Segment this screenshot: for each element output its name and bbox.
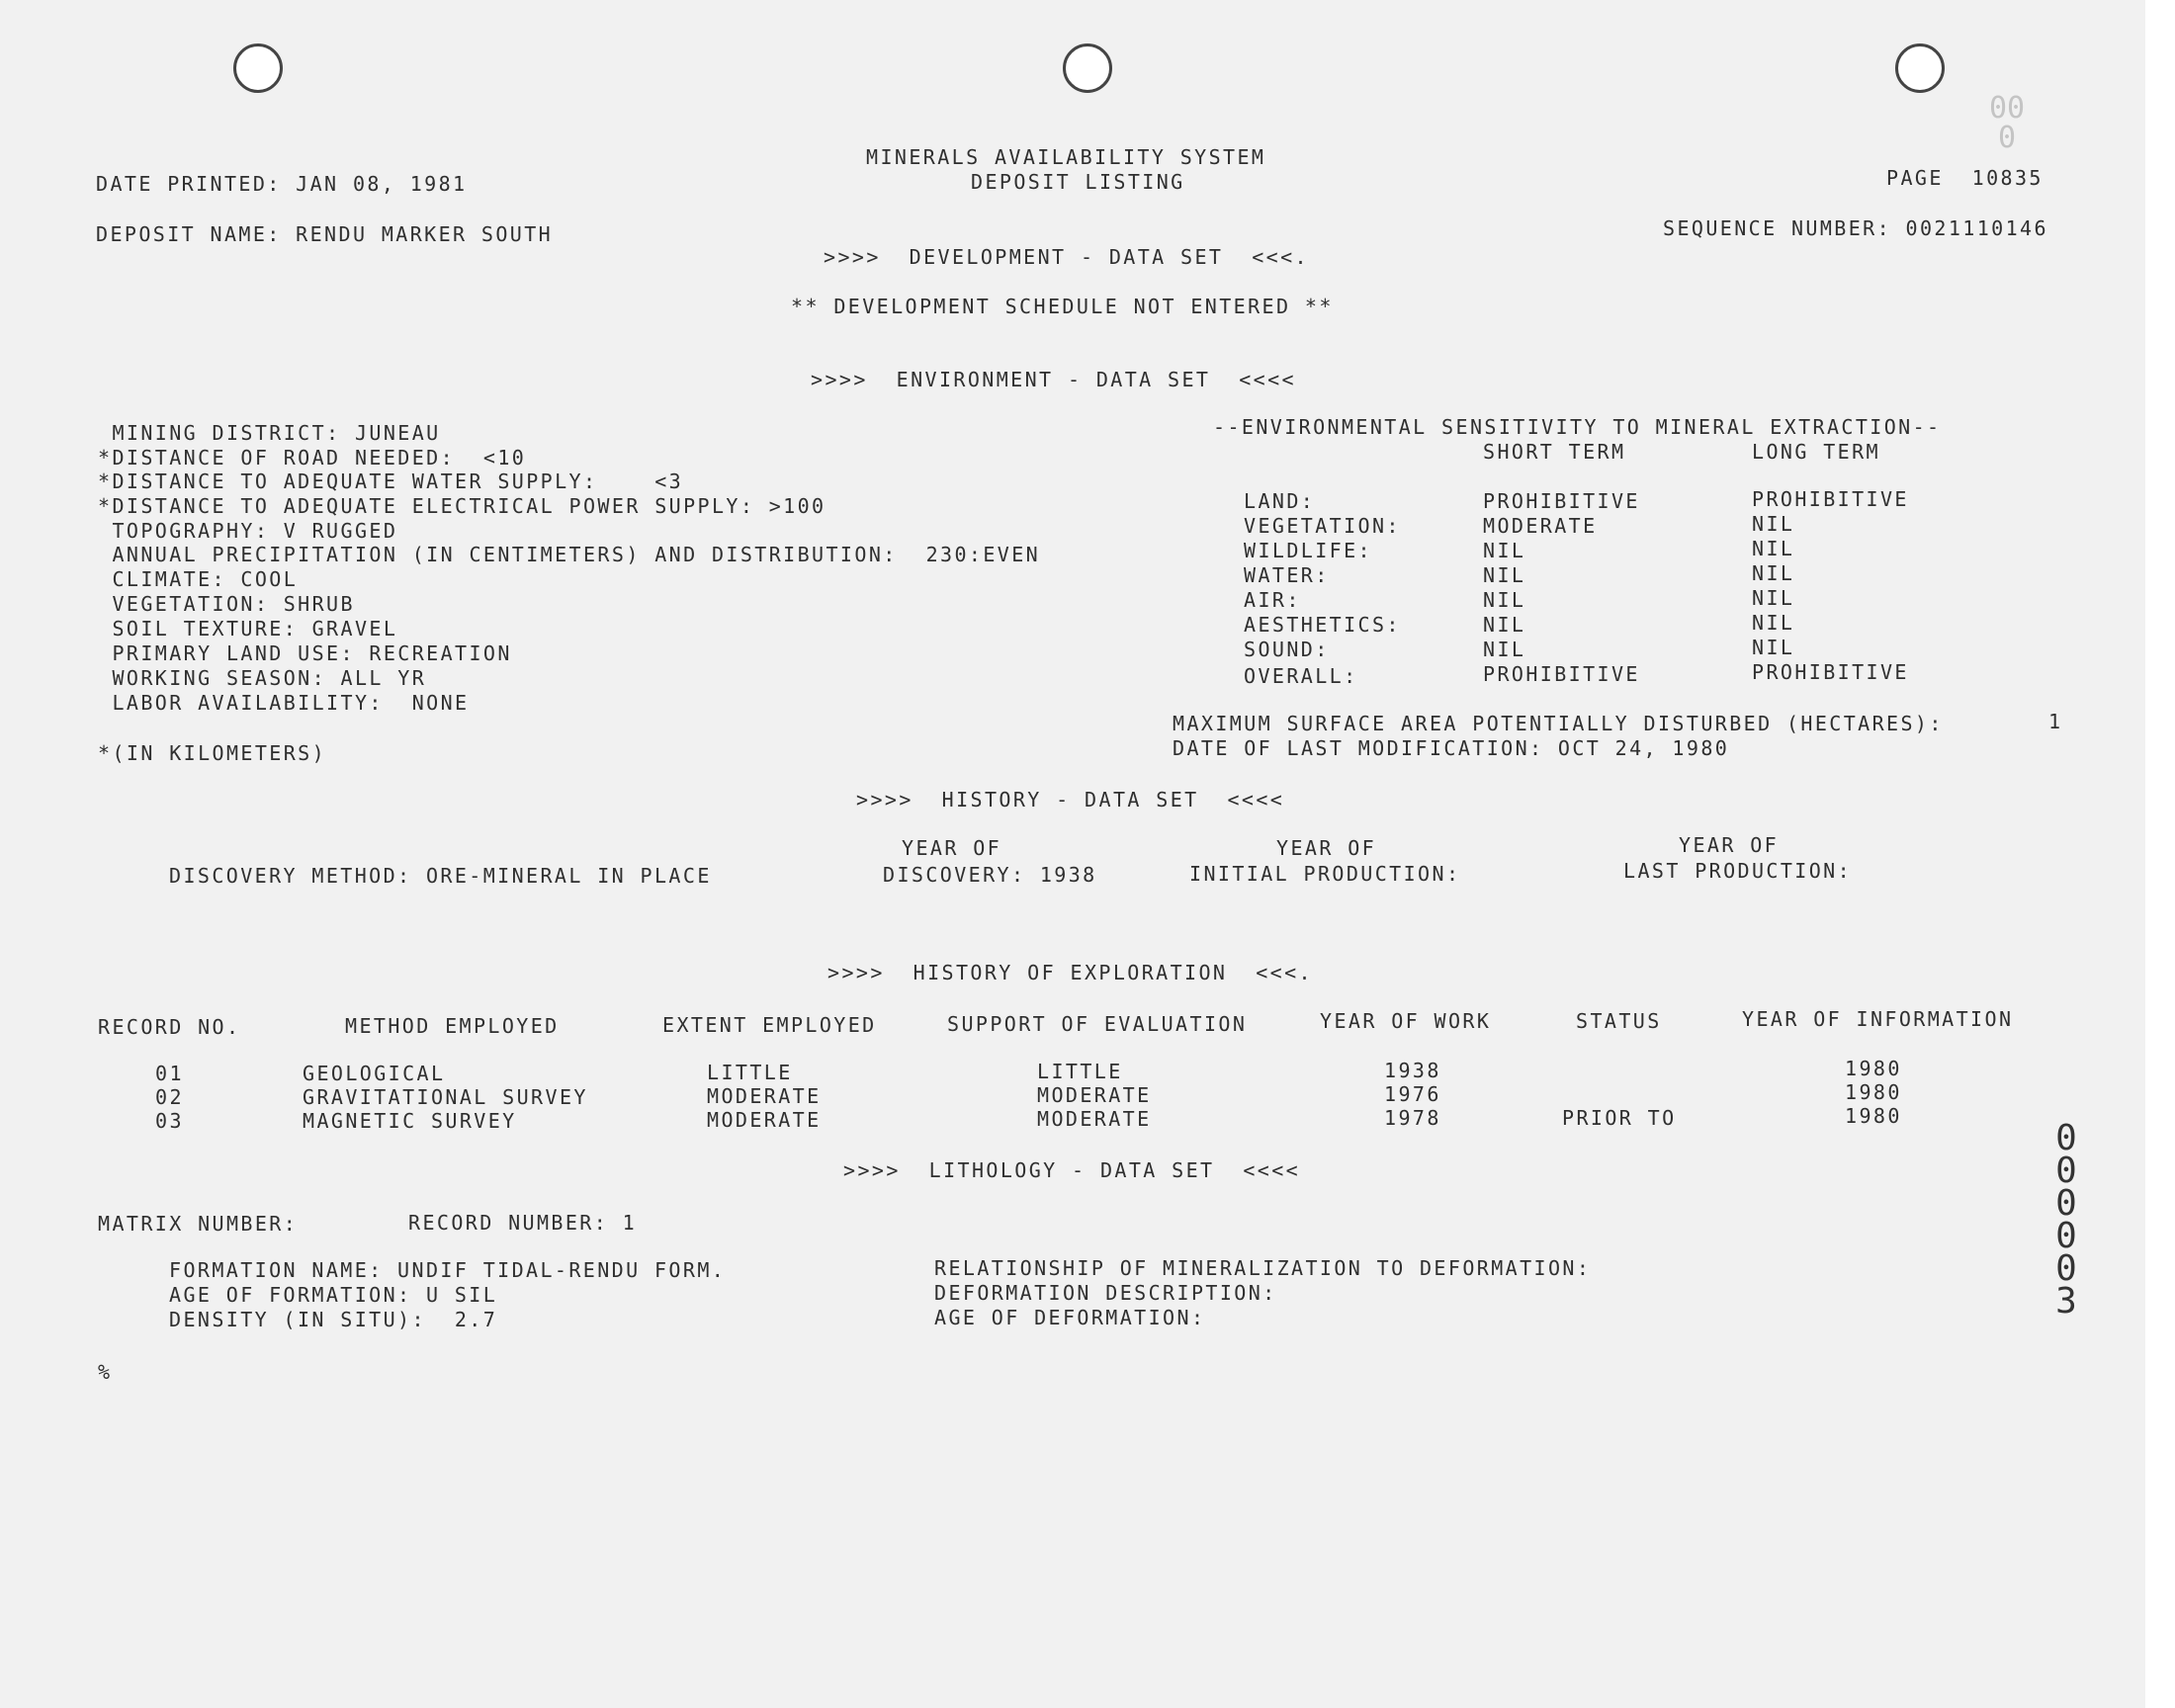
row-support: LITTLE: [1037, 1060, 1123, 1083]
sensitivity-long: PROHIBITIVE: [1752, 660, 1909, 684]
row-method: MAGNETIC SURVEY: [303, 1109, 517, 1133]
sensitivity-label: LAND:: [1244, 489, 1316, 513]
sensitivity-label: OVERALL:: [1244, 664, 1358, 688]
col-year-work: YEAR OF WORK: [1320, 1009, 1492, 1033]
col-method: METHOD EMPLOYED: [345, 1014, 560, 1038]
sensitivity-label: VEGETATION:: [1244, 514, 1401, 538]
sensitivity-label: WATER:: [1244, 563, 1330, 587]
age-of-formation: AGE OF FORMATION: U SIL: [169, 1283, 498, 1307]
sensitivity-title: --ENVIRONMENTAL SENSITIVITY TO MINERAL EXTRACTION--: [1213, 415, 1942, 439]
env-line: *DISTANCE OF ROAD NEEDED: <10: [98, 446, 527, 470]
year-of-discovery: DISCOVERY: 1938: [883, 863, 1097, 887]
env-line: *DISTANCE TO ADEQUATE ELECTRICAL POWER SUPPLY: >100: [98, 494, 826, 518]
punch-hole-left: [233, 43, 283, 93]
sensitivity-short: NIL: [1483, 563, 1526, 587]
sensitivity-short: NIL: [1483, 613, 1526, 637]
row-method: GRAVITATIONAL SURVEY: [303, 1085, 588, 1109]
sensitivity-long: NIL: [1752, 611, 1795, 635]
col-year-info: YEAR OF INFORMATION: [1742, 1007, 2014, 1031]
max-surface-value: 1: [2048, 710, 2063, 733]
env-line: *DISTANCE TO ADEQUATE WATER SUPPLY: <3: [98, 470, 684, 493]
sensitivity-short: PROHIBITIVE: [1483, 489, 1640, 513]
year-of-last-label: YEAR OF: [1679, 833, 1780, 857]
row-no: 01: [155, 1062, 184, 1085]
sensitivity-short: NIL: [1483, 638, 1526, 661]
sensitivity-label: AIR:: [1244, 588, 1301, 612]
env-line: PRIMARY LAND USE: RECREATION: [98, 641, 512, 665]
max-surface-label: MAXIMUM SURFACE AREA POTENTIALLY DISTURBED (HECTARES):: [1173, 712, 1944, 735]
faint-stamp-number: 000: [1988, 91, 2026, 155]
matrix-number: MATRIX NUMBER:: [98, 1212, 299, 1236]
row-extent: MODERATE: [707, 1108, 822, 1132]
row-method: GEOLOGICAL: [303, 1062, 446, 1085]
row-year: 1976: [1384, 1082, 1441, 1106]
sensitivity-long: NIL: [1752, 561, 1795, 585]
sensitivity-short: PROHIBITIVE: [1483, 662, 1640, 686]
row-status: PRIOR TO: [1562, 1106, 1677, 1130]
age-of-deformation: AGE OF DEFORMATION:: [934, 1306, 1206, 1329]
row-support: MODERATE: [1037, 1083, 1152, 1107]
sensitivity-label: WILDLIFE:: [1244, 539, 1372, 562]
last-modification: DATE OF LAST MODIFICATION: OCT 24, 1980: [1173, 736, 1730, 760]
env-line: MINING DISTRICT: JUNEAU: [98, 421, 441, 445]
sensitivity-short: NIL: [1483, 588, 1526, 612]
date-printed: DATE PRINTED: JAN 08, 1981: [96, 172, 468, 196]
row-info: 1980: [1845, 1104, 1902, 1128]
row-info: 1980: [1845, 1057, 1902, 1080]
exploration-heading: >>>> HISTORY OF EXPLORATION <<<.: [827, 961, 1313, 984]
formation-name: FORMATION NAME: UNDIF TIDAL-RENDU FORM.: [169, 1258, 727, 1282]
sensitivity-long: NIL: [1752, 636, 1795, 659]
sensitivity-short: NIL: [1483, 539, 1526, 562]
col-extent: EXTENT EMPLOYED: [662, 1013, 877, 1037]
record-number: RECORD NUMBER: 1: [408, 1211, 638, 1235]
environment-heading: >>>> ENVIRONMENT - DATA SET <<<<: [811, 368, 1296, 391]
relationship-deformation: RELATIONSHIP OF MINERALIZATION TO DEFORMATION:: [934, 1256, 1592, 1280]
row-info: 1980: [1845, 1080, 1902, 1104]
initial-production: INITIAL PRODUCTION:: [1189, 862, 1461, 886]
year-of-initial-label: YEAR OF: [1276, 836, 1377, 860]
punch-hole-right: [1895, 43, 1945, 93]
long-term-header: LONG TERM: [1752, 440, 1880, 464]
col-status: STATUS: [1576, 1009, 1662, 1033]
page-number: PAGE 10835: [1886, 166, 2044, 190]
end-mark: %: [98, 1360, 113, 1384]
env-line: VEGETATION: SHRUB: [98, 592, 355, 616]
col-record-no: RECORD NO.: [98, 1015, 241, 1039]
listing-title: DEPOSIT LISTING: [971, 170, 1185, 194]
deformation-description: DEFORMATION DESCRIPTION:: [934, 1281, 1277, 1305]
lithology-heading: >>>> LITHOLOGY - DATA SET <<<<: [843, 1158, 1301, 1182]
deposit-name: DEPOSIT NAME: RENDU MARKER SOUTH: [96, 222, 554, 246]
row-extent: MODERATE: [707, 1084, 822, 1108]
env-line: ANNUAL PRECIPITATION (IN CENTIMETERS) AND DISTRIBUTION: 230:EVEN: [98, 543, 1041, 566]
env-line: TOPOGRAPHY: V RUGGED: [98, 519, 398, 543]
row-year: 1938: [1384, 1059, 1441, 1082]
last-production: LAST PRODUCTION:: [1623, 859, 1853, 883]
history-heading: >>>> HISTORY - DATA SET <<<<: [856, 788, 1285, 811]
row-extent: LITTLE: [707, 1061, 793, 1084]
row-no: 02: [155, 1085, 184, 1109]
sensitivity-long: PROHIBITIVE: [1752, 487, 1909, 511]
sensitivity-label: SOUND:: [1244, 638, 1330, 661]
row-support: MODERATE: [1037, 1107, 1152, 1131]
sensitivity-label: AESTHETICS:: [1244, 613, 1401, 637]
sensitivity-long: NIL: [1752, 537, 1795, 560]
row-year: 1978: [1384, 1106, 1441, 1130]
env-line: CLIMATE: COOL: [98, 567, 299, 591]
discovery-method: DISCOVERY METHOD: ORE-MINERAL IN PLACE: [169, 864, 712, 888]
col-support: SUPPORT OF EVALUATION: [947, 1012, 1248, 1036]
punch-hole-center: [1063, 43, 1112, 93]
sequence-number: SEQUENCE NUMBER: 0021110146: [1663, 216, 2048, 240]
sensitivity-long: NIL: [1752, 512, 1795, 536]
development-note: ** DEVELOPMENT SCHEDULE NOT ENTERED **: [791, 295, 1334, 318]
sensitivity-short: MODERATE: [1483, 514, 1598, 538]
year-of-discovery-label: YEAR OF: [902, 836, 1002, 860]
paper-edge: [2145, 0, 2175, 1708]
env-line: SOIL TEXTURE: GRAVEL: [98, 617, 398, 640]
env-line: WORKING SEASON: ALL YR: [98, 666, 427, 690]
short-term-header: SHORT TERM: [1483, 440, 1626, 464]
development-heading: >>>> DEVELOPMENT - DATA SET <<<.: [824, 245, 1309, 269]
row-no: 03: [155, 1109, 184, 1133]
page-stamp-number: 000003: [2055, 1118, 2077, 1322]
env-line: LABOR AVAILABILITY: NONE: [98, 691, 470, 715]
system-title: MINERALS AVAILABILITY SYSTEM: [866, 145, 1266, 169]
density: DENSITY (IN SITU): 2.7: [169, 1308, 498, 1331]
env-footnote: *(IN KILOMETERS): [98, 741, 327, 765]
sensitivity-long: NIL: [1752, 586, 1795, 610]
